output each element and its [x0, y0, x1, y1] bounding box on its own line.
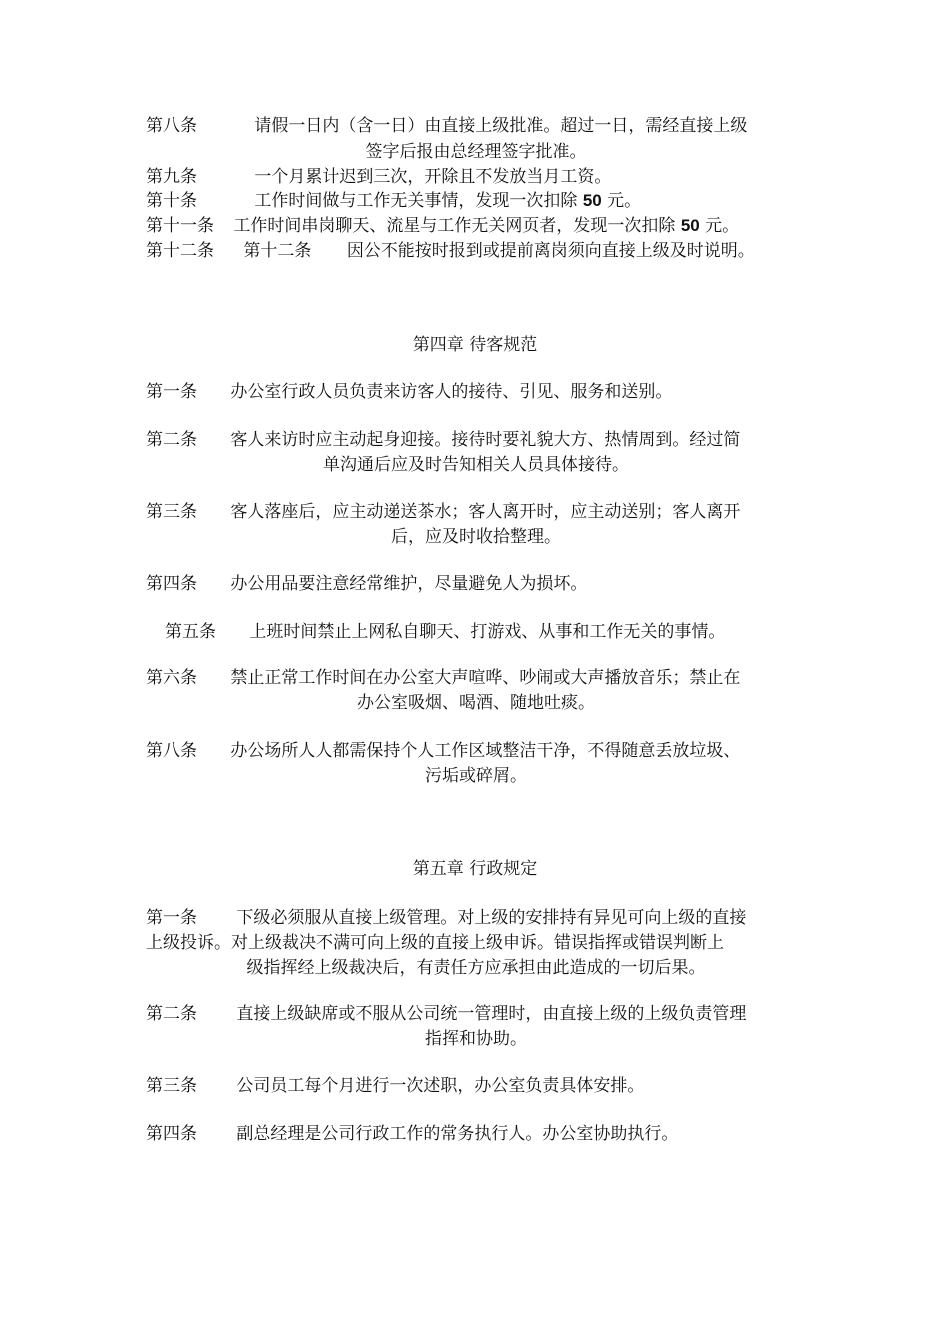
- article-label: 第八条: [146, 116, 197, 136]
- article-text: 直接上级缺席或不服从公司统一管理时，由直接上级的上级负责管理: [236, 1004, 747, 1024]
- article-8-line: [146, 114, 747, 138]
- article-text: 一个月累计迟到三次，开除且不发放当月工资。: [254, 167, 612, 187]
- article-label: 第三条: [146, 1076, 197, 1096]
- ch5-article-1-line: [146, 906, 746, 930]
- article-text: 副总经理是公司行政工作的常务执行人。办公室协助执行。: [236, 1124, 679, 1144]
- article-10-line: [146, 189, 641, 213]
- article-text: 请假一日内（含一日）由直接上级批准。超过一日，需经直接上级: [254, 116, 748, 136]
- ch4-article-4-line: [146, 572, 587, 596]
- article-label: 第十条: [146, 191, 197, 211]
- ch5-article-4-line: [146, 1122, 678, 1146]
- article-text: [233, 214, 739, 238]
- article-11-line: [146, 214, 739, 238]
- ch5-article-2-continuation: 指挥和协助。: [425, 1029, 527, 1049]
- article-12-line: [146, 239, 755, 263]
- ch4-article-8-line: [146, 739, 740, 763]
- article-label: 第二条: [146, 1004, 197, 1024]
- article-label: 第八条: [146, 741, 197, 761]
- article-text: 办公室行政人员负责来访客人的接待、引见、服务和送别。: [230, 382, 673, 402]
- article-text: 上班时间禁止上网私自聊天、打游戏、从事和工作无关的事情。: [249, 622, 726, 642]
- article-text: 禁止正常工作时间在办公室大声喧哗、吵闹或大声播放音乐；禁止在: [230, 668, 741, 688]
- article-9-line: [146, 165, 611, 189]
- article-text: 办公用品要注意经常维护，尽量避免人为损坏。: [230, 574, 588, 594]
- fine-amount: 50: [680, 216, 700, 235]
- article-label: 第九条: [146, 167, 197, 187]
- ch5-article-1-continuation-2: 级指挥经上级裁决后，有责任方应承担由此造成的一切后果。: [246, 958, 706, 978]
- article-text-before: 工作时间串岗聊天、流星与工作无关网页者，发现一次扣除: [233, 216, 681, 236]
- article-text-before: 工作时间做与工作无关事情，发现一次扣除: [254, 191, 583, 211]
- article-label: 第三条: [146, 502, 197, 522]
- article-text: 客人落座后，应主动递送茶水；客人离开时，应主动送别；客人离开: [230, 502, 741, 522]
- article-label: 第十一条: [146, 216, 214, 236]
- article-label: 第一条: [146, 908, 197, 928]
- ch5-article-1-continuation-1: 上级投诉。对上级裁决不满可向上级的直接上级申诉。错误指挥或错误判断上: [146, 933, 724, 953]
- ch5-article-2-line: [146, 1002, 746, 1026]
- article-label: 第六条: [146, 668, 197, 688]
- article-label: 第四条: [146, 574, 197, 594]
- article-text-after: 元。: [699, 216, 740, 236]
- article-text: [254, 189, 641, 213]
- ch4-article-1-line: [146, 380, 672, 404]
- ch4-article-3-continuation: 后，应及时收拾整理。: [391, 527, 561, 547]
- article-text: 因公不能按时报到或提前离岗须向直接上级及时说明。: [346, 241, 755, 261]
- article-label-duplicate: 第十二条: [243, 241, 312, 261]
- chapter-5-title: 第五章 行政规定: [412, 859, 538, 879]
- article-text-after: 元。: [601, 191, 642, 211]
- article-text: 客人来访时应主动起身迎接。接待时要礼貌大方、热情周到。经过简: [230, 430, 741, 450]
- article-label: 第一条: [146, 382, 197, 402]
- article-label: 第二条: [146, 430, 197, 450]
- ch4-article-3-line: [146, 500, 740, 524]
- article-label: 第十二条: [146, 241, 214, 261]
- ch4-article-6-continuation: 办公室吸烟、喝酒、随地吐痰。: [357, 693, 595, 713]
- ch4-article-6-line: [146, 666, 740, 690]
- fine-amount: 50: [582, 191, 602, 210]
- chapter-4-title: 第四章 待客规范: [412, 335, 538, 355]
- article-label: 第四条: [146, 1124, 197, 1144]
- ch4-article-2-line: [146, 428, 740, 452]
- article-text: 办公场所人人都需保持个人工作区域整洁干净，不得随意丢放垃圾、: [230, 741, 741, 761]
- article-text: 公司员工每个月进行一次述职，办公室负责具体安排。: [236, 1076, 645, 1096]
- article-8-continuation: 签字后报由总经理签字批准。: [365, 142, 587, 162]
- article-label: 第五条: [165, 622, 216, 642]
- ch5-article-3-line: [146, 1074, 644, 1098]
- ch4-article-2-continuation: 单沟通后应及时告知相关人员具体接待。: [323, 455, 629, 475]
- ch4-article-5-line: [165, 620, 725, 644]
- article-text: 下级必须服从直接上级管理。对上级的安排持有异见可向上级的直接: [236, 908, 747, 928]
- ch4-article-8-continuation: 污垢或碎屑。: [425, 766, 527, 786]
